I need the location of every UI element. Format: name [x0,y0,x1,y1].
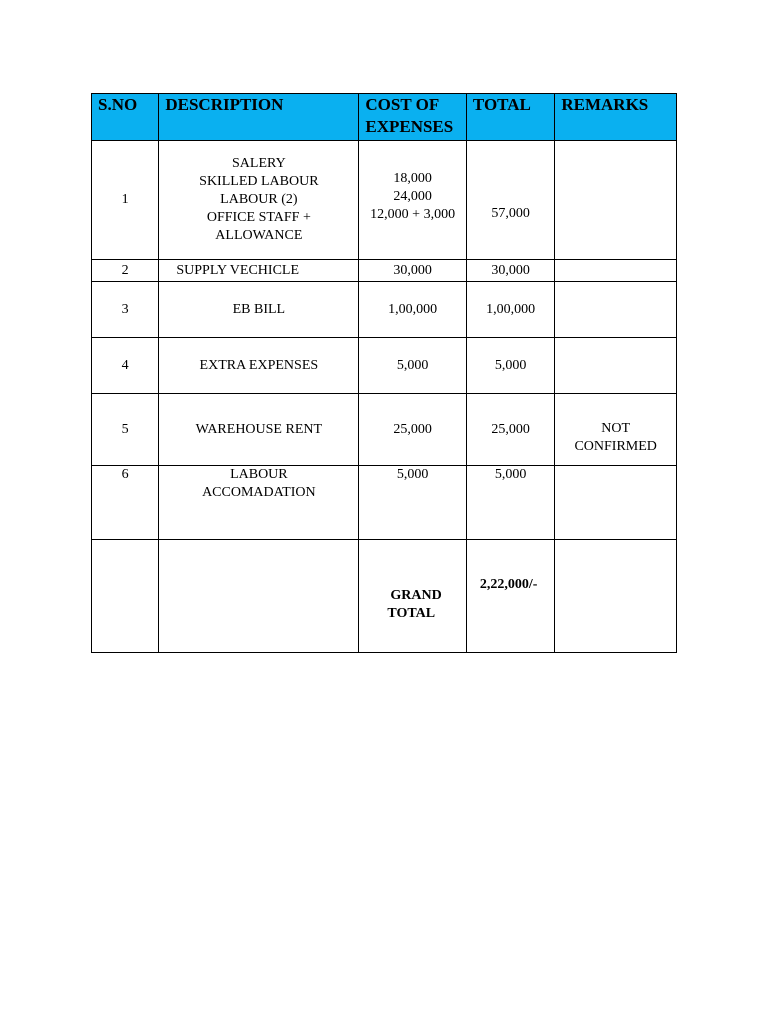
description-line: SALERY [232,156,286,171]
row-cost: 25,000 [359,394,467,466]
header-row [92,94,677,141]
row-total: 5,000 [466,338,554,394]
row-description [159,466,359,540]
header-description: DESCRIPTION [159,94,359,141]
header-cost [359,94,467,141]
description-line: LABOUR [230,467,288,482]
table-row [92,466,677,540]
grand-empty-remarks [555,540,677,653]
row-sno: 2 [92,260,159,282]
header-cost-line1: COST OF [365,95,440,114]
description-line: SKILLED LABOUR [199,174,319,189]
table-row [92,282,677,338]
header-remarks: REMARKS [555,94,677,141]
grand-total-label [359,540,467,653]
table-row [92,394,677,466]
grand-label-line1: GRAND [390,588,442,603]
remarks-line: NOT [601,420,631,436]
cost-line: 12,000 + 3,000 [370,207,456,222]
row-remarks [555,394,677,466]
description-line: ALLOWANCE [215,228,303,243]
row-description: EXTRA EXPENSES [159,338,359,394]
remarks-line: CONFIRMED [574,438,657,454]
row-total: 5,000 [466,466,554,540]
row-sno: 6 [92,466,159,540]
row-total: 57,000 [466,141,554,260]
description-line: OFFICE STAFF + [206,210,311,225]
row-total: 25,000 [466,394,554,466]
row-cost [359,141,467,260]
row-total: 30,000 [466,260,554,282]
description-line: LABOUR (2) [220,192,298,207]
row-cost: 5,000 [359,338,467,394]
row-remarks [555,141,677,260]
row-remarks [555,260,677,282]
description-line: ACCOMADATION [202,485,316,500]
row-cost: 1,00,000 [359,282,467,338]
cost-line: 24,000 [393,189,432,204]
grand-total-value: 2,22,000/- [466,540,554,653]
cost-line: 18,000 [393,171,432,186]
row-description: EB BILL [159,282,359,338]
row-sno: 4 [92,338,159,394]
row-remarks [555,466,677,540]
expenses-table [91,93,677,653]
grand-total-row [92,540,677,653]
row-sno: 5 [92,394,159,466]
grand-empty-description [159,540,359,653]
row-description: WAREHOUSE RENT [159,394,359,466]
row-sno: 1 [92,141,159,260]
table-row [92,338,677,394]
grand-label-line2: TOTAL [387,606,436,621]
row-cost: 5,000 [359,466,467,540]
row-sno: 3 [92,282,159,338]
grand-empty-sno [92,540,159,653]
row-description: SUPPLY VECHICLE [159,260,359,282]
table-row [92,141,677,260]
row-total: 1,00,000 [466,282,554,338]
row-cost: 30,000 [359,260,467,282]
row-description [159,141,359,260]
row-remarks [555,338,677,394]
table-row [92,260,677,282]
header-sno: S.NO [92,94,159,141]
row-remarks [555,282,677,338]
header-total: TOTAL [466,94,554,141]
header-cost-line2: EXPENSES [365,117,454,136]
